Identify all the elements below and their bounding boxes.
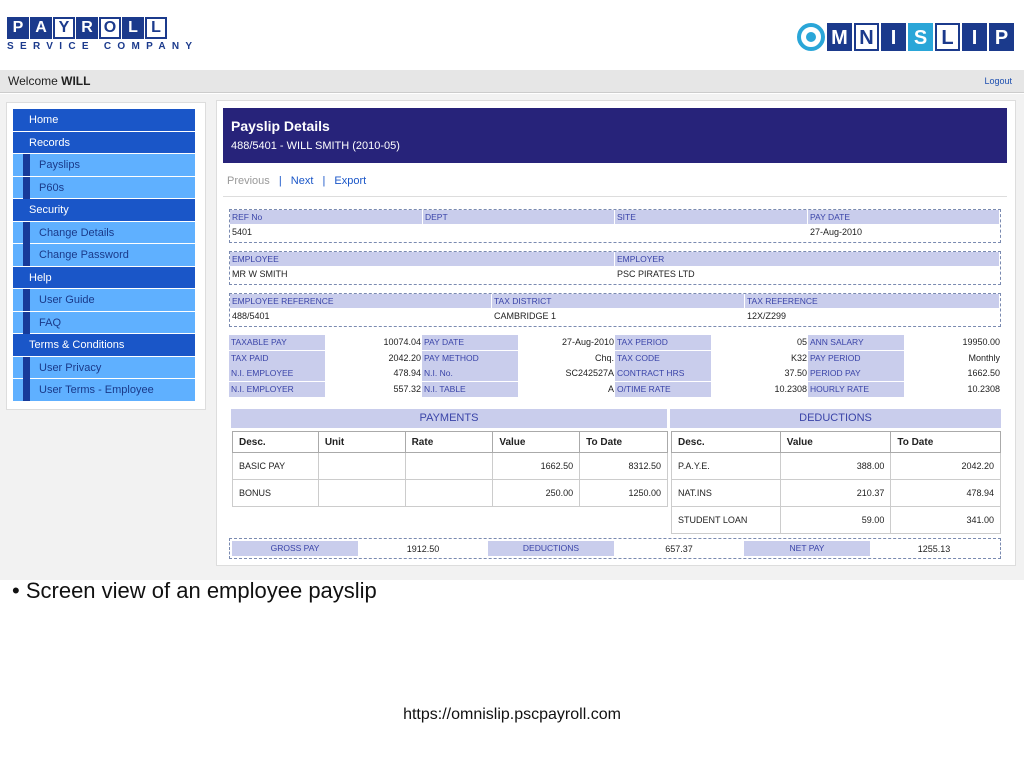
header (0, 0, 1024, 70)
column-header: To Date (891, 432, 1001, 453)
logout-link[interactable]: Logout (984, 76, 1012, 86)
stat-label: N.I. EMPLOYEE (229, 366, 325, 381)
stat-label: ANN SALARY (808, 335, 904, 350)
ref-group (229, 209, 1001, 243)
net-pay-label: NET PAY (744, 541, 870, 556)
stat-value: 10.2308 (774, 383, 807, 394)
logo-subtitle: SERVICE COMPANY (7, 41, 199, 52)
payments-table (232, 431, 668, 507)
column-header: Value (493, 432, 580, 453)
stat-label: PAY METHOD (422, 351, 518, 366)
logo-letter: O (99, 17, 121, 39)
stat-label: HOURLY RATE (808, 382, 904, 397)
column-header: Rate (405, 432, 493, 453)
bullet-text: Screen view of an employee payslip (25, 578, 377, 603)
table-header-row (233, 432, 668, 453)
sidebar-item-faq[interactable]: FAQ (13, 312, 195, 335)
stat-label: N.I. No. (422, 366, 518, 381)
logo-letter: S (908, 23, 933, 51)
stat-value: A (607, 383, 614, 394)
omnislip-logo (797, 23, 1014, 51)
sidebar-item-records[interactable]: Records (13, 132, 195, 155)
stat-label: TAX CODE (615, 351, 711, 366)
logo-letter: R (76, 17, 98, 39)
table-cell: BASIC PAY (233, 453, 319, 480)
column-header: Unit (318, 432, 405, 453)
welcome-text: Welcome (8, 74, 58, 88)
payroll-service-company-logo (7, 17, 198, 52)
divider (223, 196, 1007, 197)
table-row (233, 480, 668, 507)
table-row (672, 453, 1001, 480)
sidebar-item-user-privacy[interactable]: User Privacy (13, 357, 195, 380)
table-cell: 478.94 (891, 480, 1001, 507)
stat-value: 27-Aug-2010 (561, 337, 614, 347)
stat-label: TAX PAID (229, 351, 325, 366)
logo-letter: M (827, 23, 852, 51)
sidebar-item-user-guide[interactable]: User Guide (13, 289, 195, 312)
slide-url: https://omnislip.pscpayroll.com (403, 706, 621, 723)
table-cell (318, 453, 405, 480)
table-cell: 8312.50 (580, 453, 668, 480)
next-link[interactable]: Next (290, 175, 314, 187)
stat-label: PAY DATE (422, 335, 518, 350)
stat-value: 557.32 (393, 383, 421, 394)
tax-district-label: TAX DISTRICT (492, 294, 745, 308)
pay-date-label: PAY DATE (808, 210, 1000, 224)
logo-letter: Y (53, 17, 75, 39)
stat-value: 37.50 (784, 368, 807, 378)
page-title: Payslip Details (231, 118, 330, 134)
table-cell (405, 453, 493, 480)
deductions-heading: DEDUCTIONS (670, 409, 1001, 428)
omnislip-o-icon (797, 23, 825, 51)
ref-no-label: REF No (230, 210, 423, 224)
column-header: Value (780, 432, 891, 453)
site-value (615, 224, 808, 240)
sidebar-item-help[interactable]: Help (13, 267, 195, 290)
table-cell: STUDENT LOAN (672, 507, 781, 534)
page-subtitle: 488/5401 - WILL SMITH (2010-05) (231, 140, 400, 152)
table-cell: BONUS (233, 480, 319, 507)
stat-value: 10074.04 (383, 337, 421, 347)
employee-reference-value: 488/5401 (232, 311, 270, 321)
stat-value: 19950.00 (962, 337, 1000, 347)
export-link[interactable]: Export (334, 175, 367, 187)
table-cell: 210.37 (780, 480, 891, 507)
stat-value: 05 (796, 337, 807, 347)
logo-letter: P (7, 17, 29, 39)
stat-label: N.I. EMPLOYER (229, 382, 325, 397)
stat-value: 478.94 (393, 368, 421, 378)
column-header: To Date (580, 432, 668, 453)
sidebar-item-change-password[interactable]: Change Password (13, 244, 195, 267)
payslip-title-bar (223, 108, 1007, 163)
logo-letter: I (962, 23, 987, 51)
table-cell: 2042.20 (891, 453, 1001, 480)
table-cell: 250.00 (493, 480, 580, 507)
tax-reference-label: TAX REFERENCE (745, 294, 1000, 308)
table-cell (318, 480, 405, 507)
pager-separator: | (278, 175, 282, 187)
employee-reference-label: EMPLOYEE REFERENCE (230, 294, 492, 308)
table-cell (405, 480, 493, 507)
table-row (233, 453, 668, 480)
net-pay-value: 1255.13 (917, 543, 951, 554)
table-cell: 1250.00 (580, 480, 668, 507)
gross-pay-value: 1912.50 (406, 543, 440, 554)
ref-no-value: 5401 (232, 227, 253, 237)
stat-label: O/TIME RATE (615, 382, 711, 397)
table-cell: 59.00 (780, 507, 891, 534)
logo-letter: L (935, 23, 960, 51)
welcome-bar (0, 70, 1024, 93)
stat-value: 1662.50 (967, 368, 1000, 378)
stat-label: TAXABLE PAY (229, 335, 325, 350)
logo-letter: A (30, 17, 52, 39)
logo-letter: N (854, 23, 879, 51)
stat-label: TAX PERIOD (615, 335, 711, 350)
dept-label: DEPT (423, 210, 615, 224)
dept-value (423, 224, 615, 240)
logo-letter: I (881, 23, 906, 51)
column-header: Desc. (672, 432, 781, 453)
sidebar-item-terms-conditions[interactable]: Terms & Conditions (13, 334, 195, 357)
table-row (672, 507, 1001, 534)
employer-value: PSC PIRATES LTD (617, 269, 695, 279)
sidebar-item-user-terms-employee[interactable]: User Terms - Employee (13, 379, 195, 402)
previous-link[interactable]: Previous (227, 175, 270, 187)
pay-statistics (229, 335, 1001, 397)
stat-value: Monthly (968, 352, 1000, 363)
pager-separator: | (322, 175, 326, 187)
logo-letter: L (122, 17, 144, 39)
tax-reference-value: 12X/Z299 (747, 311, 787, 321)
stat-label: PAY PERIOD (808, 351, 904, 366)
column-header: Desc. (233, 432, 319, 453)
sidebar-item-p60s[interactable]: P60s (13, 177, 195, 200)
table-row (672, 480, 1001, 507)
site-label: SITE (615, 210, 808, 224)
table-cell: 388.00 (780, 453, 891, 480)
table-cell: 1662.50 (493, 453, 580, 480)
reference-group (229, 293, 1001, 327)
sidebar-nav (6, 102, 206, 410)
employer-label: EMPLOYER (615, 252, 1000, 266)
table-cell: 341.00 (891, 507, 1001, 534)
tax-district-value: CAMBRIDGE 1 (494, 311, 557, 321)
sidebar-item-security[interactable]: Security (13, 199, 195, 222)
sidebar-item-home[interactable]: Home (13, 109, 195, 132)
table-header-row (672, 432, 1001, 453)
sidebar-item-change-details[interactable]: Change Details (13, 222, 195, 245)
deductions-table (671, 431, 1001, 534)
logo-letter: P (989, 23, 1014, 51)
employee-label: EMPLOYEE (230, 252, 615, 266)
sidebar-item-payslips[interactable]: Payslips (13, 154, 195, 177)
stat-value: 2042.20 (388, 352, 421, 363)
stat-value: K32 (790, 352, 807, 363)
deductions-total-label: DEDUCTIONS (488, 541, 614, 556)
table-cell: NAT.INS (672, 480, 781, 507)
payslip-panel (216, 100, 1016, 566)
pager (227, 175, 366, 187)
stat-value: 10.2308 (967, 383, 1000, 394)
stat-value: SC242527A (565, 368, 614, 378)
logo-letter: L (145, 17, 167, 39)
gross-pay-label: GROSS PAY (232, 541, 358, 556)
deductions-total-value: 657.37 (665, 543, 693, 554)
stat-label: PERIOD PAY (808, 366, 904, 381)
stat-value: Chq. (594, 352, 614, 363)
table-cell: P.A.Y.E. (672, 453, 781, 480)
payments-heading: PAYMENTS (231, 409, 667, 428)
employee-value: MR W SMITH (232, 269, 288, 279)
bullet-dot: • (12, 578, 26, 603)
pay-date-value: 27-Aug-2010 (810, 227, 863, 237)
stat-label: CONTRACT HRS (615, 366, 711, 381)
slide-bullet (12, 578, 377, 604)
totals-bar (229, 538, 1001, 559)
stat-label: N.I. TABLE (422, 382, 518, 397)
employee-group (229, 251, 1001, 285)
welcome-user: WILL (61, 74, 91, 88)
